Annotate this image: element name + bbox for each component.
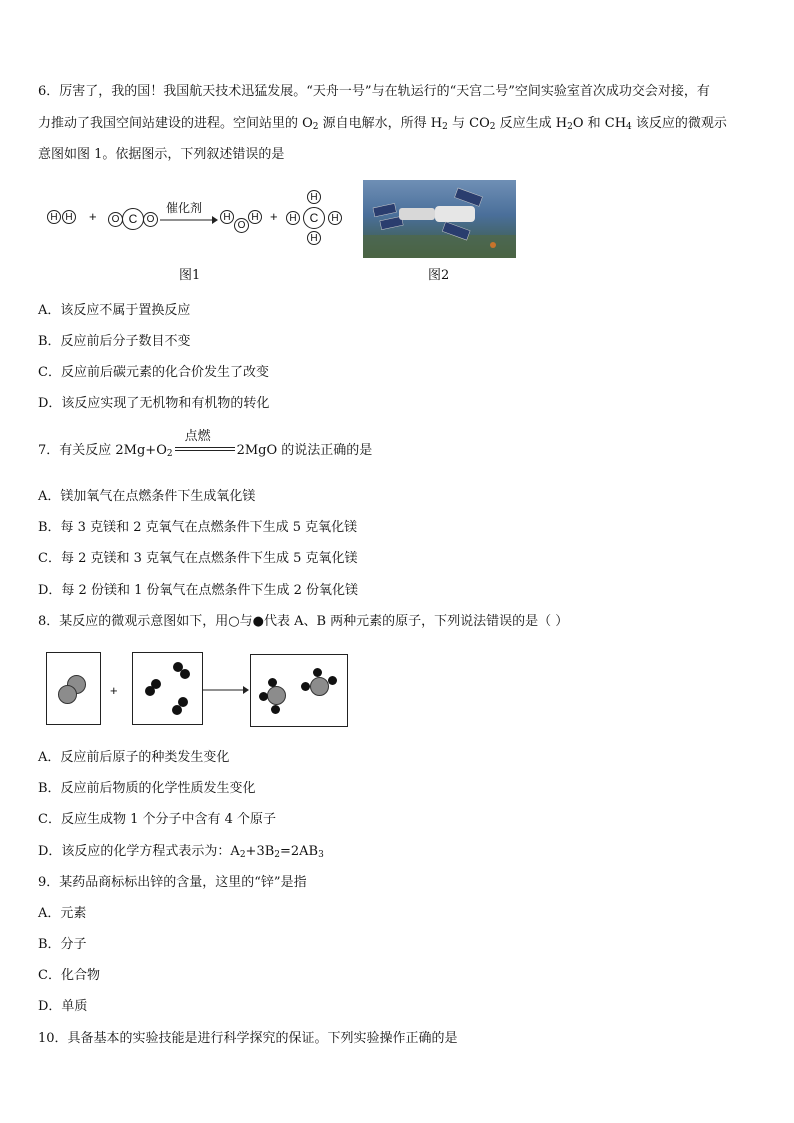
atom-a: [310, 677, 329, 696]
reactant-box-b2: [132, 652, 203, 725]
atom-b: [145, 686, 155, 696]
atom-b: [313, 668, 322, 677]
c-atom: C: [122, 208, 144, 230]
q9-option-a[interactable]: A．元素: [38, 906, 87, 921]
h-atom: H: [47, 210, 61, 224]
reaction-condition-arrow: [173, 428, 237, 456]
q7-option-d[interactable]: D．每 2 份镁和 1 份氧气在点燃条件下生成 2 份氧化镁: [38, 583, 359, 598]
catalyst-label: 催化剂: [166, 201, 203, 215]
atom-a: [58, 685, 77, 704]
h-atom: H: [328, 211, 342, 225]
c-atom: C: [303, 207, 325, 229]
q6-option-b[interactable]: B．反应前后分子数目不变: [38, 334, 191, 349]
atom-b: [328, 676, 337, 685]
reactant-box-a2: [46, 652, 101, 725]
q6-option-a[interactable]: A．该反应不属于置换反应: [38, 303, 191, 318]
reaction-arrow-icon: [160, 215, 218, 225]
q9-option-c[interactable]: C．化合物: [38, 968, 100, 983]
atom-b: [301, 682, 310, 691]
plus-sign: +: [89, 209, 97, 224]
q8-stem: 8．某反应的微观示意图如下，用○与●代表 A、B 两种元素的原子，下列说法错误的是（ ）: [38, 614, 569, 629]
q8-option-c[interactable]: C．反应生成物 1 个分子中含有 4 个原子: [38, 812, 277, 827]
q9-stem: 9．某药品商标标出锌的含量，这里的“锌”是指: [38, 875, 307, 890]
plus-sign: +: [270, 209, 278, 224]
plus-sign: +: [110, 683, 118, 698]
figure-1-caption: 图1: [179, 268, 201, 283]
condition-label: 点燃: [184, 428, 211, 443]
figure-2-caption: 图2: [428, 268, 450, 283]
atom-b: [180, 669, 190, 679]
o-atom: O: [234, 218, 249, 233]
q10-stem: 10．具备基本的实验技能是进行科学探究的保证。下列实验操作正确的是: [38, 1031, 458, 1046]
h-atom: H: [248, 210, 262, 224]
h-atom: H: [307, 190, 321, 204]
atom-b: [268, 678, 277, 687]
q7-option-c[interactable]: C．每 2 克镁和 3 克氧气在点燃条件下生成 5 克氧化镁: [38, 551, 358, 566]
o-atom: O: [108, 212, 123, 227]
q6-option-d[interactable]: D．该反应实现了无机物和有机物的转化: [38, 396, 270, 411]
atom-a: [267, 686, 286, 705]
figure-2-space-station-image: [363, 180, 516, 258]
h-atom: H: [307, 231, 321, 245]
q6-stem-line2: 力推动了我国空间站建设的进程。空间站里的 $O_2$ 源自电解水，所得 $H_2$ 与 $CO_2$ 反应生成 $H_2O$ 和 $CH_4$ 该反应的微观示: [38, 116, 727, 132]
q7-stem: 7．有关反应 $2Mg+O_2$ 点燃 2MgO 的说法正确的是: [38, 428, 373, 459]
h-atom: H: [286, 211, 300, 225]
h-atom: H: [62, 210, 76, 224]
q6-stem-line3: 意图如图 1。依据图示，下列叙述错误的是: [38, 147, 285, 162]
atom-b: [271, 705, 280, 714]
q6-option-c[interactable]: C．反应前后碳元素的化合价发生了改变: [38, 365, 269, 380]
figure-1-reaction-diagram: [40, 185, 360, 255]
o-atom: O: [143, 212, 158, 227]
q9-option-d[interactable]: D．单质: [38, 999, 88, 1014]
space-station-icon: [363, 180, 516, 258]
q7-option-b[interactable]: B．每 3 克镁和 2 克氧气在点燃条件下生成 5 克氧化镁: [38, 520, 358, 535]
q6-stem-line1: 6．厉害了，我的国！我国航天技术迅猛发展。“天舟一号”与在轨运行的“天宫二号”空间实验室首次成功交会对接，有: [38, 84, 710, 99]
atom-b: [259, 692, 268, 701]
q8-option-d[interactable]: D．该反应的化学方程式表示为：$A_2+3B_2=2AB_3$: [38, 844, 324, 860]
arrow-icon: [203, 685, 249, 695]
q8-option-b[interactable]: B．反应前后物质的化学性质发生变化: [38, 781, 256, 796]
atom-b: [172, 705, 182, 715]
h-atom: H: [220, 210, 234, 224]
q9-option-b[interactable]: B．分子: [38, 937, 87, 952]
q7-option-a[interactable]: A．镁加氧气在点燃条件下生成氧化镁: [38, 489, 256, 504]
q8-option-a[interactable]: A．反应前后原子的种类发生变化: [38, 750, 230, 765]
product-box-ab3: [250, 654, 348, 727]
